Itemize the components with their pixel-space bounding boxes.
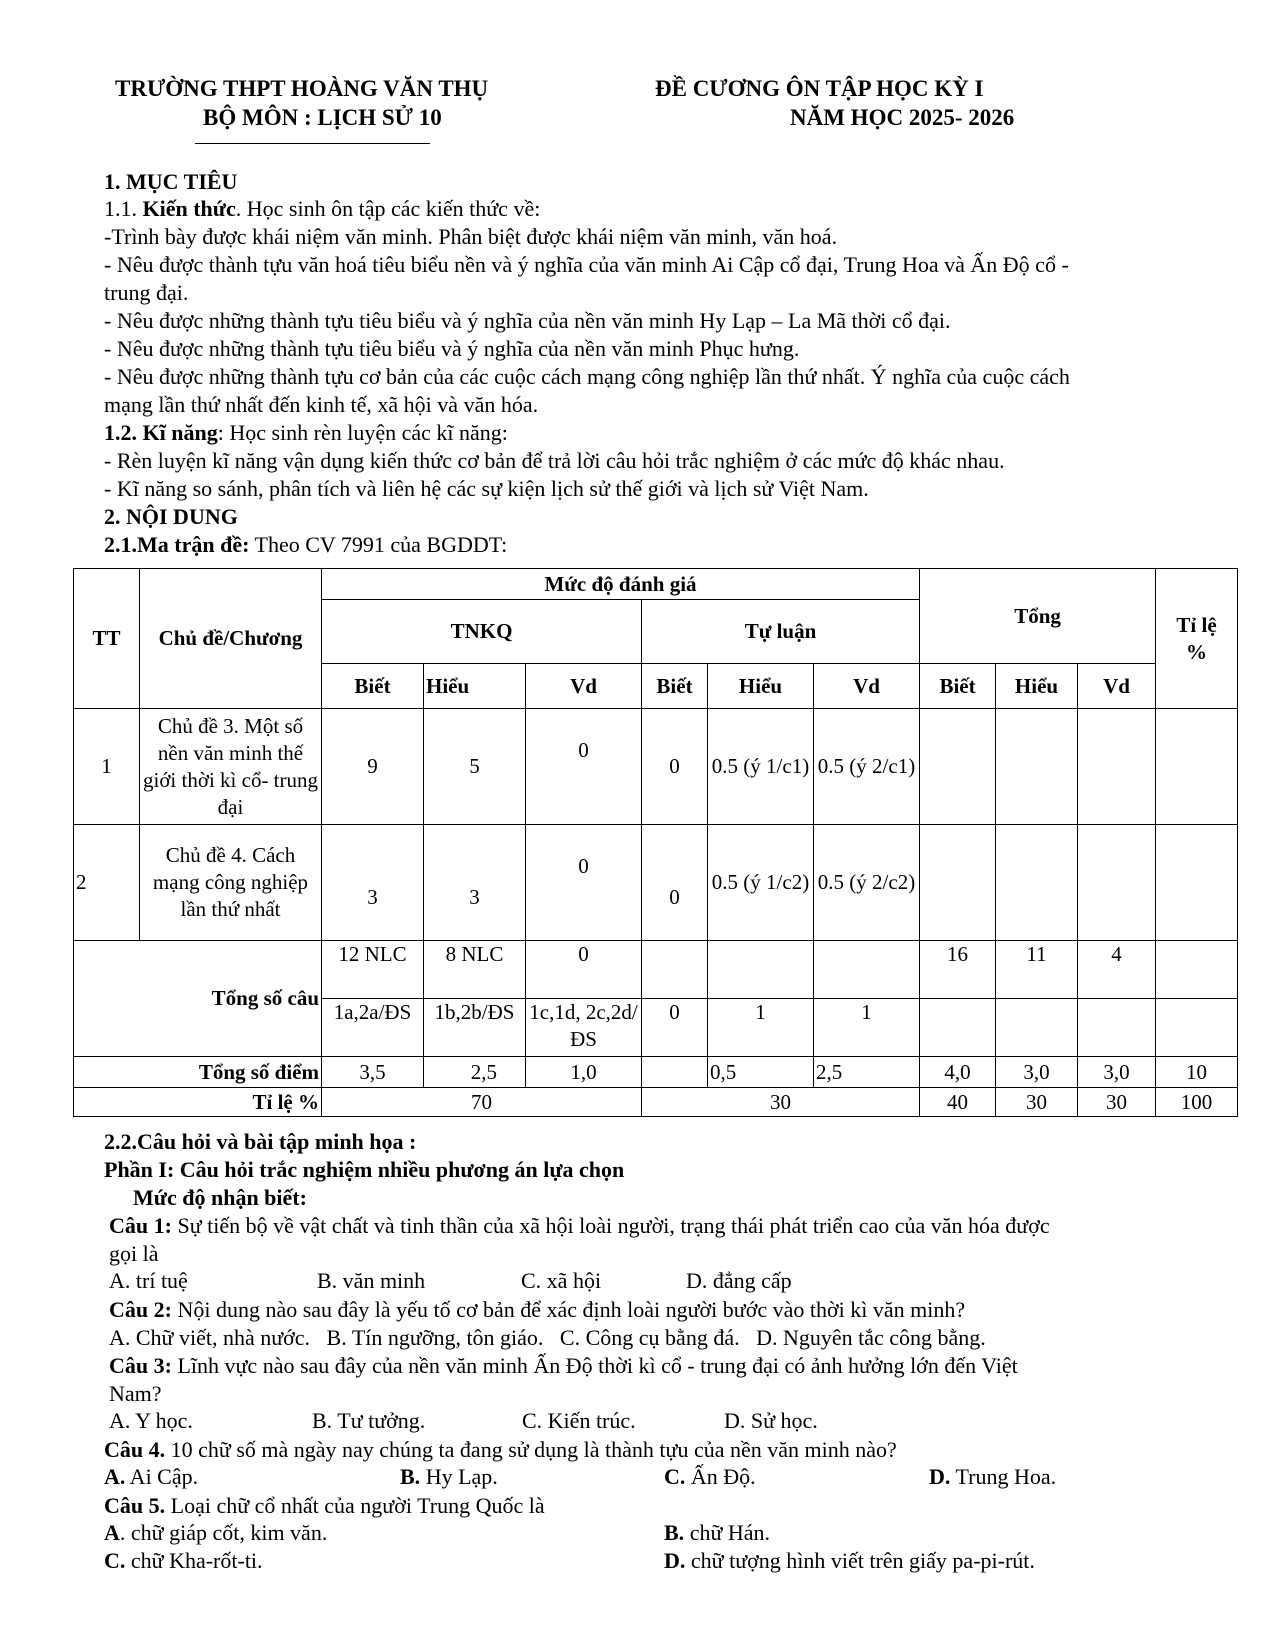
cell: 5 (424, 709, 526, 825)
cell (996, 999, 1078, 1057)
q1-option-d: D. đẳng cấp (686, 1268, 792, 1293)
cell: 1c,1d, 2c,2d/ĐS (526, 999, 642, 1057)
header-vd: Vd (1078, 664, 1156, 709)
ratio-label: Tỉ lệ % (74, 1088, 322, 1117)
section-2-title: 2. NỘI DUNG (104, 504, 238, 529)
knowledge-item: trung đại. (104, 280, 189, 305)
q1-option-a: A. trí tuệ (109, 1268, 188, 1293)
cell (996, 709, 1078, 825)
assessment-matrix-table (73, 568, 1238, 1117)
cell: 4 (1078, 941, 1156, 999)
cell: 1b,2b/ĐS (424, 999, 526, 1057)
question-text: 10 chữ số mà ngày nay chúng ta đang sử dụng là thành tựu của nền văn minh nào? (165, 1437, 897, 1462)
cell: 8 NLC (424, 941, 526, 999)
total-questions-label: Tổng số câu (74, 941, 322, 1057)
knowledge-item: -Trình bày được khái niệm văn minh. Phân biệt được khái niệm văn minh, văn hoá. (104, 224, 838, 249)
row-topic: Chủ đề 4. Cách mạng công nghiệp lần thứ nhất (140, 825, 322, 941)
question-text: Nội dung nào sau đây là yếu tố cơ bản để xác định loài người bước vào thời kì văn minh? (171, 1297, 966, 1322)
questions-intro: 2.2.Câu hỏi và bài tập minh họa : (104, 1129, 417, 1154)
matrix-rest: Theo CV 7991 của BGDDT: (249, 532, 508, 557)
cell: 0,5 (708, 1057, 814, 1088)
document-title: ĐỀ CƯƠNG ÔN TẬP HỌC KỲ I (655, 76, 984, 101)
level-title: Mức độ nhận biết: (133, 1185, 307, 1210)
cell (642, 941, 708, 999)
q3-option-d: D. Sử học. (724, 1408, 818, 1433)
skills-rest: : Học sinh rèn luyện các kĩ năng: (217, 420, 508, 445)
q1-option-b: B. văn minh (317, 1268, 426, 1293)
cell (1156, 941, 1238, 999)
cell: 0 (642, 825, 708, 941)
table-row (74, 1088, 1238, 1117)
subject-name: BỘ MÔN : LỊCH SỬ 10 (203, 105, 442, 130)
cell (996, 825, 1078, 941)
header-ratio: Tỉ lệ % (1156, 569, 1238, 709)
knowledge-heading (104, 195, 540, 222)
q4-option-b: B. Hy Lạp. (400, 1464, 498, 1489)
cell: 3,5 (322, 1057, 424, 1088)
table-row (74, 1057, 1238, 1088)
cell (814, 941, 920, 999)
cell: 0 (642, 999, 708, 1057)
cell: 40 (920, 1088, 996, 1117)
question-label: Câu 1: (109, 1213, 172, 1238)
cell: 70 (322, 1088, 642, 1117)
table-row (74, 709, 1238, 825)
school-year: NĂM HỌC 2025- 2026 (790, 105, 1015, 130)
row-tt: 1 (74, 709, 140, 825)
header-tt: TT (74, 569, 140, 709)
cell: 0.5 (ý 1/c2) (708, 825, 814, 941)
q4-option-c: C. Ấn Độ. (664, 1464, 756, 1489)
cell: 9 (322, 709, 424, 825)
question-label: Câu 5. (104, 1493, 166, 1518)
header-topic: Chủ đề/Chương (140, 569, 322, 709)
question-text: Lĩnh vực nào sau đây của nền văn minh Ấn Độ thời kì cổ - trung đại có ảnh hưởng lớn đến Việt (171, 1353, 1018, 1378)
cell: 3 (424, 825, 526, 941)
cell (642, 1057, 708, 1088)
header-hieu: Hiểu (708, 664, 814, 709)
knowledge-item: - Nêu được những thành tựu cơ bản của các cuộc cách mạng công nghiệp lần thứ nhất. Ý nghĩa của cuộc cách (104, 364, 1070, 389)
knowledge-rest: . Học sinh ôn tập các kiến thức về: (235, 196, 541, 221)
cell: 1,0 (526, 1057, 642, 1088)
cell (920, 825, 996, 941)
header-total: Tổng (920, 569, 1156, 664)
cell: 1 (814, 999, 920, 1057)
cell: 1a,2a/ĐS (322, 999, 424, 1057)
q3-option-b: B. Tư tưởng. (312, 1408, 426, 1433)
cell: 0.5 (ý 1/c1) (708, 709, 814, 825)
row-topic: Chủ đề 3. Một số nền văn minh thế giới thời kì cổ- trung đại (140, 709, 322, 825)
cell: 4,0 (920, 1057, 996, 1088)
skills-heading (104, 419, 508, 446)
header-biet: Biết (322, 664, 424, 709)
q2-options: A. Chữ viết, nhà nước. B. Tín ngưỡng, tôn giáo. C. Công cụ bằng đá. D. Nguyên tắc công bằng. (109, 1325, 986, 1350)
row-tt: 2 (74, 825, 140, 941)
header-vd: Vd (814, 664, 920, 709)
question-1-cont: gọi là (109, 1241, 159, 1266)
question-4 (104, 1436, 897, 1463)
header-tnkq: TNKQ (322, 600, 642, 664)
cell (1078, 825, 1156, 941)
question-5 (104, 1492, 545, 1519)
knowledge-item: - Nêu được những thành tựu tiêu biểu và ý nghĩa của nền văn minh Phục hưng. (104, 336, 800, 361)
cell (1156, 825, 1238, 941)
question-3-cont: Nam? (109, 1381, 162, 1406)
q5-option-b: B. chữ Hán. (664, 1520, 771, 1545)
header-vd: Vd (526, 664, 642, 709)
school-name: TRƯỜNG THPT HOÀNG VĂN THỤ (115, 76, 489, 101)
q3-option-c: C. Kiến trúc. (522, 1408, 636, 1433)
cell (708, 941, 814, 999)
cell: 16 (920, 941, 996, 999)
knowledge-item: mạng lần thứ nhất đến kinh tế, xã hội và văn hóa. (104, 392, 539, 417)
cell: 0.5 (ý 2/c1) (814, 709, 920, 825)
header-biet: Biết (920, 664, 996, 709)
q1-option-c: C. xã hội (521, 1268, 602, 1293)
table-row (74, 941, 1238, 999)
cell: 30 (1078, 1088, 1156, 1117)
cell: 30 (996, 1088, 1078, 1117)
part-1-title: Phần I: Câu hỏi trắc nghiệm nhiều phương án lựa chọn (104, 1157, 625, 1182)
skills-label: 1.2. Kĩ năng (104, 420, 218, 445)
knowledge-num: 1.1. (104, 196, 143, 221)
q5-option-c: C. chữ Kha-rốt-ti. (104, 1548, 263, 1573)
cell: 12 NLC (322, 941, 424, 999)
cell: 2,5 (424, 1057, 526, 1088)
total-points-label: Tổng số điểm (74, 1057, 322, 1088)
q3-option-a: A. Y học. (109, 1408, 193, 1433)
q4-option-a: A. Ai Cập. (104, 1464, 199, 1489)
knowledge-label: Kiến thức (142, 196, 236, 221)
matrix-label: 2.1.Ma trận đề: (104, 532, 250, 557)
cell: 2,5 (814, 1057, 920, 1088)
q5-option-a: A. chữ giáp cốt, kim văn. (104, 1520, 328, 1545)
cell (1156, 709, 1238, 825)
table-row (74, 825, 1238, 941)
q5-option-d: D. chữ tượng hình viết trên giấy pa-pi-rút. (664, 1548, 1035, 1573)
matrix-heading (104, 531, 507, 558)
question-3 (109, 1352, 1018, 1379)
cell: 30 (642, 1088, 920, 1117)
question-1 (109, 1212, 1050, 1239)
question-text: Loại chữ cổ nhất của người Trung Quốc là (165, 1493, 545, 1518)
cell: 3 (322, 825, 424, 941)
question-label: Câu 3: (109, 1353, 172, 1378)
cell (1078, 999, 1156, 1057)
header-level: Mức độ đánh giá (322, 569, 920, 600)
header-underline (195, 143, 430, 144)
header-hieu: Hiểu (424, 664, 526, 709)
cell (1156, 999, 1238, 1057)
skills-item: - Rèn luyện kĩ năng vận dụng kiến thức cơ bản để trả lời câu hỏi trắc nghiệm ở các mức độ khác nhau. (104, 448, 1005, 473)
cell: 11 (996, 941, 1078, 999)
cell: 100 (1156, 1088, 1238, 1117)
cell: 0 (526, 825, 642, 941)
cell (920, 999, 996, 1057)
question-label: Câu 2: (109, 1297, 172, 1322)
skills-item: - Kĩ năng so sánh, phân tích và liên hệ các sự kiện lịch sử thế giới và lịch sử Việt Nam. (104, 476, 869, 501)
q4-option-d: D. Trung Hoa. (929, 1464, 1057, 1489)
cell: 10 (1156, 1057, 1238, 1088)
cell: 3,0 (996, 1057, 1078, 1088)
cell: 3,0 (1078, 1057, 1156, 1088)
header-biet: Biết (642, 664, 708, 709)
section-1-title: 1. MỤC TIÊU (104, 169, 238, 194)
header-tu-luan: Tự luận (642, 600, 920, 664)
header-hieu: Hiểu (996, 664, 1078, 709)
cell: 0 (526, 941, 642, 999)
knowledge-item: - Nêu được thành tựu văn hoá tiêu biểu nền và ý nghĩa của văn minh Ai Cập cổ đại, Trung Hoa và Ấn Độ cổ - (104, 252, 1069, 277)
cell (1078, 709, 1156, 825)
cell (920, 709, 996, 825)
question-label: Câu 4. (104, 1437, 166, 1462)
cell: 0 (526, 709, 642, 825)
cell: 1 (708, 999, 814, 1057)
cell: 0 (642, 709, 708, 825)
question-text: Sự tiến bộ về vật chất và tinh thần của xã hội loài người, trạng thái phát triển cao của văn hóa được (171, 1213, 1050, 1238)
cell: 0.5 (ý 2/c2) (814, 825, 920, 941)
knowledge-item: - Nêu được những thành tựu tiêu biểu và ý nghĩa của nền văn minh Hy Lạp – La Mã thời cổ đại. (104, 308, 951, 333)
question-2 (109, 1296, 965, 1323)
